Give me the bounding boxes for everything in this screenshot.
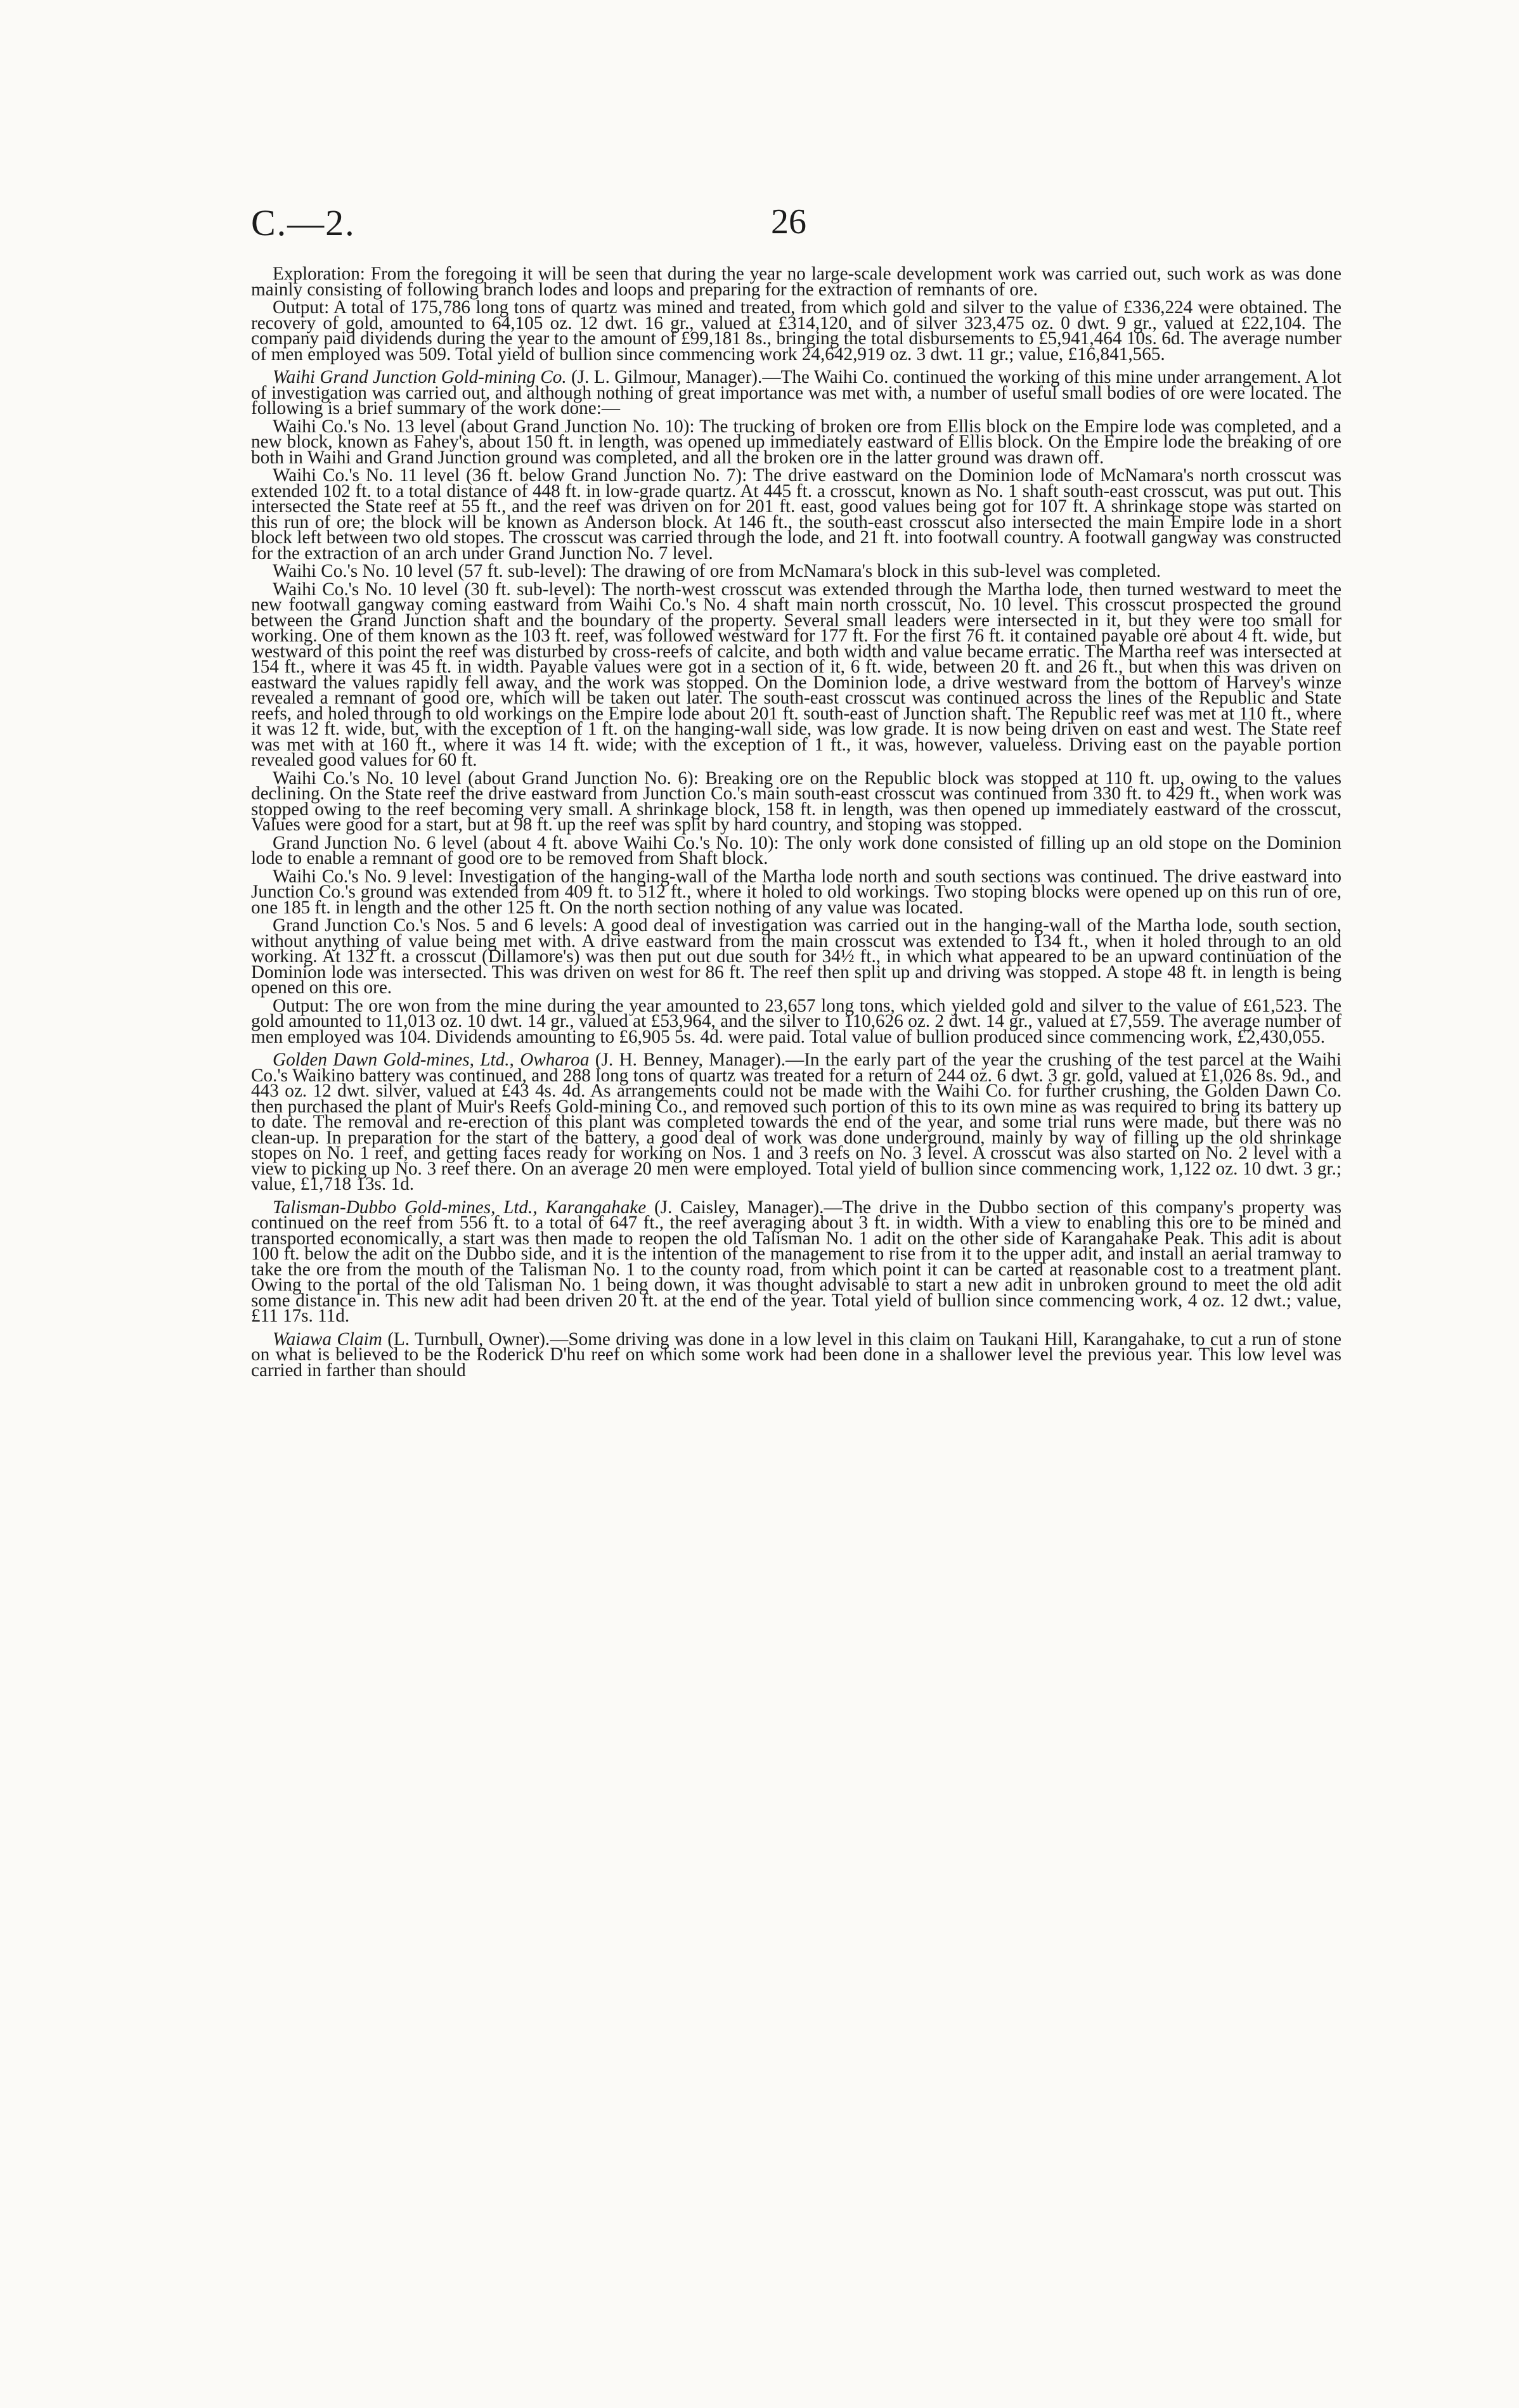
paragraph-text: The only work done consisted of filling up an old stope on the Dominion lode to enable a remnant of good ore to be removed from Shaft block. xyxy=(251,832,1341,868)
paragraph-text: Investigation of the hanging-wall of the Martha lode north and south sections was continued. The drive eastward into Junction Co.'s ground was extended from 409 ft. to 512 ft., where it holed to old workings. Two stoping blocks were opened up on this run of ore, one 185 ft. in length and the other 125 ft. On the north section nothing of any value was located. xyxy=(251,866,1341,918)
paragraph-text: The ore won from the mine during the year amounted to 23,657 long tons, which yielded gold and silver to the value of £61,523. The gold amounted to 11,013 oz. 10 dwt. 14 gr., valued at £53,964, and the silver to 110,626 oz. 2 dwt. 14 gr., valued at £7,559. The average number of men employed was 104. Dividends amounting to £6,905 5s. 4d. were paid. Total value of bullion produced since commencing work, £2,430,055. xyxy=(251,995,1341,1047)
paragraph-text: From the foregoing it will be seen that during the year no large-scale development work was carried out, such work as was done mainly consisting of following branch lodes and loops and preparing for the extraction of remnants of ore. xyxy=(251,264,1341,300)
paragraph-lead: Waihi Co.'s No. 10 level (57 ft. sub-level): xyxy=(273,561,587,581)
paragraph-no10-30ft xyxy=(251,579,1341,770)
paragraph-text: A good deal of investigation was carried out in the hanging-wall of the Martha lode, south section, without anything of value being met with. A drive eastward from the main crosscut was extended to 134 ft., when it holed through to an old working. At 132 ft. a crosscut (Dillamore's) was then put out due south for 34½ ft., in which what appeared to be an upward continuation of the Dominion lode was intersected. This was driven on west for 86 ft. The reef then split up and driving was stopped. A stope 48 ft. in length is being opened on this ore. xyxy=(251,915,1342,998)
paragraph-talisman-dubbo xyxy=(251,1197,1342,1326)
paragraph-exploration xyxy=(251,264,1341,300)
paragraph-lead: Waihi Co.'s No. 9 level: xyxy=(273,866,453,887)
company-name: Waihi Grand Junction Gold-mining Co. xyxy=(273,367,567,387)
company-name: Golden Dawn Gold-mines, Ltd., Owharoa xyxy=(273,1050,590,1070)
paragraph-lead: Output: xyxy=(273,995,330,1016)
paragraph-no13-level xyxy=(251,416,1341,468)
paragraph-output-grand-junction xyxy=(251,995,1341,1047)
company-name: Talisman-Dubbo Gold-mines, Ltd., Karangahake xyxy=(273,1197,647,1218)
paragraph-text: (J. L. Gilmour, Manager).—The Waihi Co. continued the working of this mine under arrangement. A lot of investigation was carried out, and although nothing of great importance was met with, a number of useful small bodies of ore were located. The following is a brief summary of the work done:— xyxy=(251,367,1341,418)
company-name: Waiawa Claim xyxy=(273,1329,382,1349)
paragraph-gj6-level xyxy=(251,832,1341,868)
paragraph-no11-level xyxy=(251,465,1341,563)
paragraph-lead: Grand Junction No. 6 level (about 4 ft. above Waihi Co.'s No. 10): xyxy=(273,832,779,853)
paragraph-text: A total of 175,786 long tons of quartz was mined and treated, from which gold and silver to the value of £336,224 were obtained. The recovery of gold, amounted to 64,105 oz. 12 dwt. 16 gr., valued at £314,120, and of silver 323,475 oz. 0 dwt. 9 gr., valued at £22,104. The company paid dividends during the year to the amount of £99,181 8s., bringing the total disbursements to £5,941,464 10s. 6d. The average number of men employed was 509. Total yield of bullion since commencing work 24,642,919 oz. 3 dwt. 11 gr.; value, £16,841,565. xyxy=(251,297,1341,364)
paragraph-grand-junction xyxy=(251,367,1341,418)
paragraph-no10-gj6 xyxy=(251,768,1342,835)
paragraph-no9-level xyxy=(251,866,1341,918)
paragraph-no10-57ft xyxy=(251,563,1341,579)
paragraph-text: (J. Caisley, Manager).—The drive in the Dubbo section of this company's property was continued on the reef from 556 ft. to a total of 647 ft., the reef averaging about 3 ft. in width. With a view to enabling this ore to be mined and transported economically, a start was then made to reopen the old Talisman No. 1 adit on the other side of Karangahake Peak. This adit is about 100 ft. below the adit on the Dubbo side, and it is the intention of the management to rise from it to the upper adit, and install an aerial tramway to take the ore from the mouth of the Talisman No. 1 to the county road, from which point it can be carted at reasonable cost to a treatment plant. Owing to the portal of the old Talisman No. 1 being down, it was thought advisable to start a new adit in unbroken ground to meet the old adit some distance in. This new adit had been driven 20 ft. at the end of the year. Total yield of bullion since commencing work, 4 oz. 12 dwt.; value, £11 17s. 11d. xyxy=(251,1197,1342,1326)
paragraph-text: (L. Turnbull, Owner).—Some driving was done in a low level in this claim on Taukani Hill, Karangahake, to cut a run of stone on what is believed to be the Roderick D'hu reef on which some work had been done in a shallower level the previous year. This low level was carried in farther than should xyxy=(251,1329,1341,1381)
paragraph-waiawa-claim xyxy=(251,1329,1341,1381)
paragraph-lead: Waihi Co.'s No. 10 level (about Grand Junction No. 6): xyxy=(273,768,699,789)
paragraph-text: The north-west crosscut was extended through the Martha lode, then turned westward to meet the new footwall gangway coming eastward from Waihi Co.'s No. 4 shaft main north crosscut, No. 10 level. This crosscut prospected the ground between the Grand Junction shaft and the boundary of the property. Several small leaders were intersected in it, but they were too small for working. One of them known as the 103 ft. reef, was followed westward for 177 ft. For the first 76 ft. it contained payable ore about 4 ft. wide, but westward of this point the reef was disturbed by cross-reefs of calcite, and both width and value became erratic. The Martha reef was intersected at 154 ft., where it was 45 ft. in width. Payable values were got in a section of it, 6 ft. wide, between 20 ft. and 26 ft., but when this was driven on eastward the values rapidly fell away, and the work was stopped. On the Dominion lode, a drive westward from the bottom of Harvey's winze revealed a remnant of good ore, which will be taken out later. The south-east crosscut was continued across the lines of the Republic and State reefs, and holed through to old workings on the Empire lode about 201 ft. south-east of Junction shaft. The Republic reef was met at 110 ft., where it was 12 ft. wide, but, with the exception of 1 ft. on the hanging-wall side, was low grade. It is now being driven on east and west. The State reef was met with at 160 ft., where it was 14 ft. wide; with the exception of 1 ft., it was, however, valueless. Driving east on the payable portion revealed good values for 60 ft. xyxy=(251,579,1341,770)
paragraph-text: Breaking ore on the Republic block was stopped at 110 ft. up, owing to the values declining. On the State reef the drive eastward from Junction Co.'s main south-east crosscut was continued from 330 ft. to 429 ft., when work was stopped owing to the reef becoming very small. A shrinkage block, 158 ft. in length, was then opened up immediately eastward of the crosscut, Values were good for a start, but at 98 ft. up the reef was split by hard country, and stoping was stopped. xyxy=(251,768,1342,835)
paragraph-lead: Waihi Co.'s No. 11 level (36 ft. below Grand Junction No. 7): xyxy=(273,465,747,486)
page-header xyxy=(251,202,1341,259)
page-number: 26 xyxy=(771,202,806,241)
paragraph-text: The trucking of broken ore from Ellis block on the Empire lode was completed, and a new block, known as Fahey's, about 150 ft. in length, was opened up immediately eastward of Ellis block. On the Empire lode the breaking of ore both in Waihi and Grand Junction ground was completed, and all the broken ore in the latter ground was drawn off. xyxy=(251,416,1341,468)
paragraph-gj-5-6-levels xyxy=(251,915,1342,998)
paragraph-text: The drawing of ore from McNamara's block in this sub-level was completed. xyxy=(586,561,1161,581)
report-code: C.—2. xyxy=(251,202,356,243)
page-body xyxy=(251,266,1341,1381)
paragraph-lead: Waihi Co.'s No. 10 level (30 ft. sub-level): xyxy=(273,579,596,600)
paragraph-lead: Grand Junction Co.'s Nos. 5 and 6 levels: xyxy=(273,915,588,936)
paragraph-text: (J. H. Benney, Manager).—In the early part of the year the crushing of the test parcel at the Waihi Co.'s Waikino battery was continued, and 288 long tons of quartz was treated for a return of 244 oz. 6 dwt. 3 gr. gold, valued at £1,026 8s. 9d., and 443 oz. 12 dwt. silver, valued at £43 4s. 4d. As arrangements could not be made with the Waihi Co. for further crushing, the Golden Dawn Co. then purchased the plant of Muir's Reefs Gold-mining Co., and removed such portion of this to its own mine as was required to bring its battery up to date. The removal and re-erection of this plant was completed towards the end of the year, and some trial runs were made, but there was no clean-up. In preparation for the start of the battery, a good deal of work was done underground, mainly by way of filling up the old shrinkage stopes on No. 1 reef, and getting faces ready for working on Nos. 1 and 3 reefs on No. 3 level. A crosscut was also started on No. 2 level with a view to picking up No. 3 reef there. On an average 20 men were employed. Total yield of bullion since commencing work, 1,122 oz. 10 dwt. 3 gr.; value, £1,718 13s. 1d. xyxy=(251,1050,1342,1194)
paragraph-lead: Waihi Co.'s No. 13 level (about Grand Junction No. 10): xyxy=(273,416,695,437)
paragraph-lead: Output: xyxy=(273,297,330,318)
paragraph-lead: Exploration: xyxy=(273,264,365,284)
paragraph-golden-dawn xyxy=(251,1052,1341,1192)
paragraph-text: The drive eastward on the Dominion lode of McNamara's north crosscut was extended 102 ft. to a total distance of 448 ft. in low-grade quartz. At 445 ft. a crosscut, known as No. 1 shaft south-east crosscut, was put out. This intersected the State reef at 55 ft., and the reef was driven on for 201 ft. east, good values being got for 107 ft. A shrinkage stope was started on this run of ore; the block will be known as Anderson block. At 146 ft., the south-east crosscut also intersected the main Empire lode in a short block left between two old stopes. The crosscut was carried through the lode, and 21 ft. into footwall country. A footwall gangway was constructed for the extraction of an arch under Grand Junction No. 7 level. xyxy=(251,465,1341,563)
paragraph-output-waihi xyxy=(251,297,1341,364)
